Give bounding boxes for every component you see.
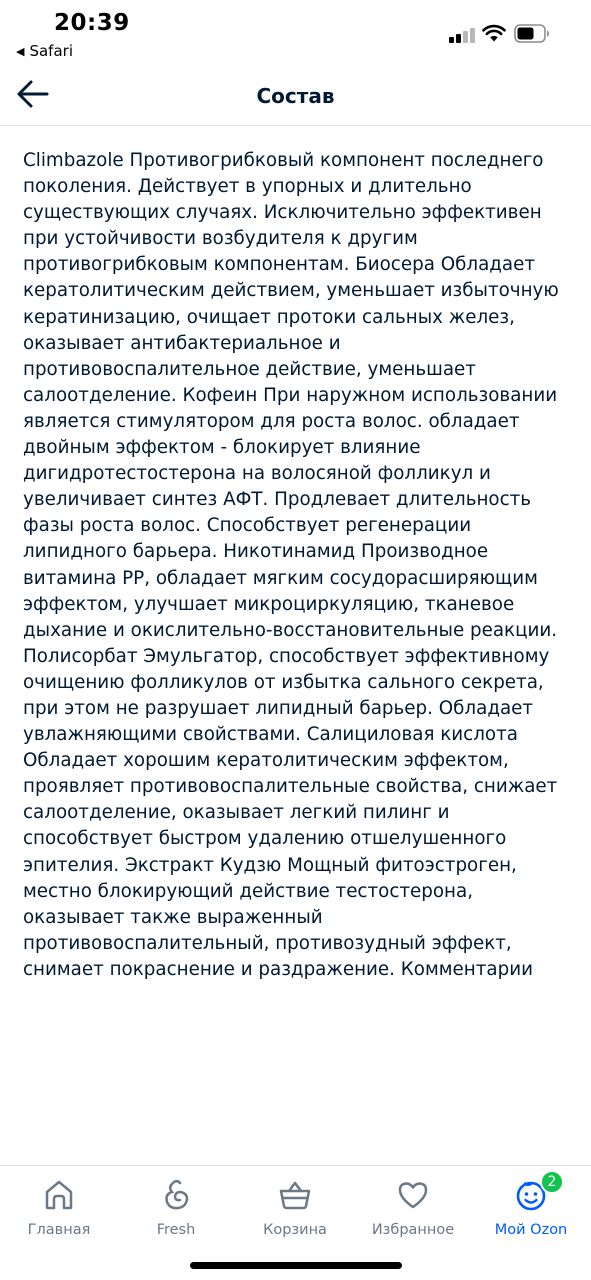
battery-icon [514,24,550,43]
back-to-app-button[interactable] [16,42,73,60]
tab-cart-label: Корзина [263,1222,327,1238]
composition-section [23,148,571,983]
tab-my-ozon-label: Мой Ozon [494,1222,568,1238]
tab-fresh-label: Fresh [156,1222,196,1238]
tab-fresh[interactable] [117,1174,235,1244]
notification-badge: 2 [540,1170,564,1194]
page-title: Состав [256,84,335,108]
triangle-left-icon: ◀ [16,44,25,58]
basket-icon [278,1178,312,1212]
tab-cart[interactable] [236,1174,354,1244]
tab-favorites[interactable] [354,1174,472,1244]
tab-my-ozon[interactable] [472,1174,590,1244]
composition-text: Climbazole Противогрибковый компонент последнего поколения. Действует в упорных и длительно существующих случаях. Исключительно эффективен при устойчивости возбудителя к другим противогрибковым компонентам. Биосера Обладает кератолитическим действием, уменьшает избыточную кератинизацию, очищает протоки сальных желез, оказывает антибактериальное и противовоспалительное действие, уменьшает салоотделение. Кофеин При наружном использовании является стимулятором для роста волос. обладает двойным эффектом - блокирует влияние дигидротестостерона на волосяной фолликул и увеличивает синтез АФТ. Продлевает длительность фазы роста волос. Способствует регенерации липидного барьера. Никотинамид Производное витамина PP, обладает мягким сосудорасширяющим эффектом, улучшает микроциркуляцию, тканевое дыхание и окислительно-восстановительные реакции. Полисорбат Эмульгатор, способствует эффективному очищению фолликулов от избытка сального секрета, при этом не разрушает липидный барьер. Обладает увлажняющими свойствами. Салициловая кислота Обладает хорошим кератолитическим эффектом, проявляет противовоспалительные свойства, снижает салоотделение, оказывает легкий пилинг и способствует быстром удалению отшелушенного эпителия. Экстракт Кудзю Мощный фитоэстроген, местно блокирующий действие тестостерона, оказывает также выраженный противовоспалительный, противозудный эффект, снимает покраснение и раздражение. Комментарии [23,150,559,980]
tab-home-label: Главная [27,1222,91,1238]
tab-home[interactable] [0,1174,118,1244]
wifi-icon [482,24,506,42]
status-time: 20:39 [54,10,130,36]
back-to-app-label: Safari [29,42,73,60]
navigation-header [0,70,591,126]
tab-favorites-label: Избранное [371,1222,455,1238]
cellular-signal-icon [449,27,477,43]
home-indicator [190,1262,402,1269]
home-icon [42,1178,76,1212]
fresh-icon [159,1178,193,1212]
heart-icon [396,1178,430,1212]
status-bar [0,0,591,70]
